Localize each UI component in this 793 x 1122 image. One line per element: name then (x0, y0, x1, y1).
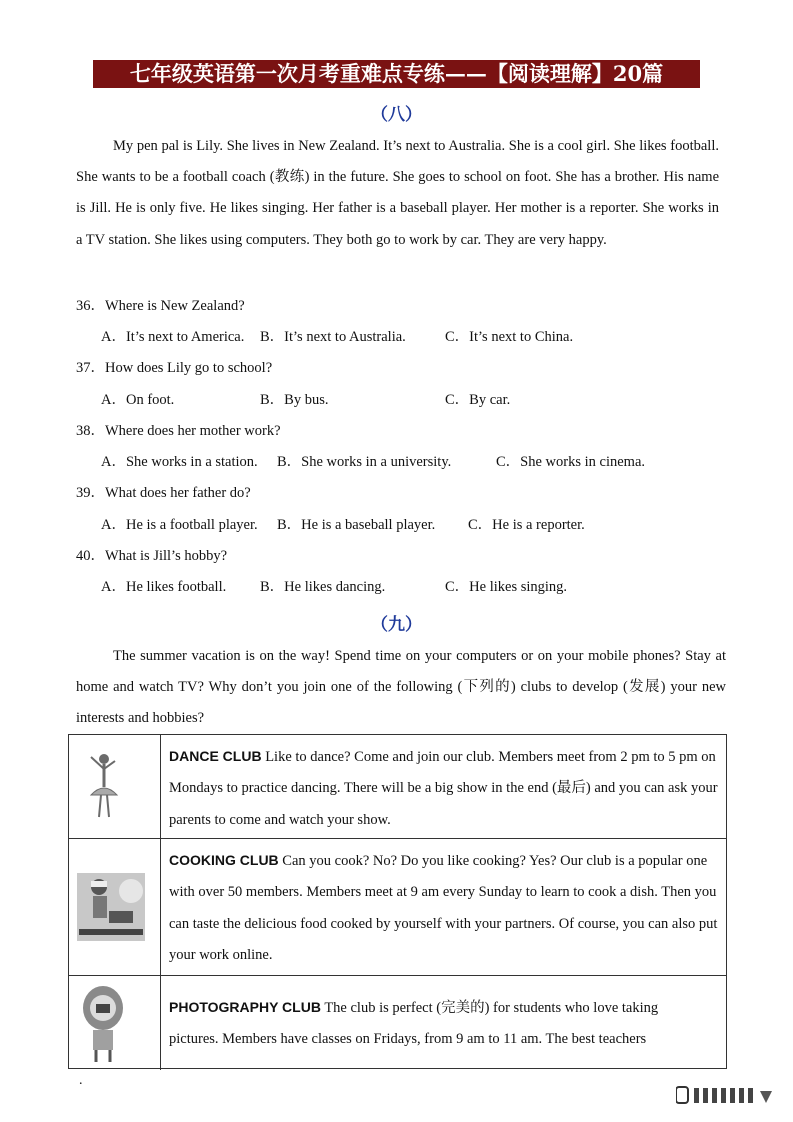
club-text-photography (169, 992, 709, 1056)
option-38-a: A．She works in a station. (101, 454, 258, 470)
section-8-heading: （八） (371, 105, 422, 125)
question-36: 36．Where is New Zealand? (76, 298, 245, 314)
question-38: 38．Where does her mother work? (76, 423, 281, 439)
option-39-b: B．He is a baseball player. (277, 517, 436, 533)
footer-dot: . (79, 1073, 83, 1088)
question-39: 39．What does her father do? (76, 485, 251, 501)
club-name-cooking: COOKING CLUB (169, 852, 279, 868)
option-37-c: C．By car. (445, 392, 511, 408)
club-desc-photography: The club is perfect (完美的) for students who love taking pictures. Members have classes on Fridays, from 9 am to 11 am. The best teachers (169, 1000, 659, 1048)
passage-9-text: The summer vacation is on the way! Spend time on your computers or on your mobile phones? Stay at home and watch TV? Why don’t you join one of the following (下列的) clubs to develop (发展) your new interests and hobbies? (76, 648, 726, 727)
option-37-b: B．By bus. (260, 392, 329, 408)
option-39-c: C．He is a reporter. (468, 517, 585, 533)
option-40-b: B．He likes dancing. (260, 579, 386, 595)
watermark-logo (676, 1085, 776, 1112)
option-40-a: A．He likes football. (101, 579, 227, 595)
option-38-c: C．She works in cinema. (496, 454, 646, 470)
option-36-c: C．It’s next to China. (445, 329, 574, 345)
club-row-dance (69, 735, 726, 839)
club-text-cooking (169, 845, 721, 971)
club-table (68, 734, 727, 1069)
girl-camera-icon (69, 976, 161, 1070)
ballerina-icon (69, 735, 161, 838)
question-37: 37．How does Lily go to school? (76, 360, 273, 376)
question-40: 40．What is Jill’s hobby? (76, 548, 228, 564)
option-39-a: A．He is a football player. (101, 517, 258, 533)
club-desc-dance: Like to dance? Come and join our club. Members meet from 2 pm to 5 pm on Mondays to practice dancing. There will be a big show in the end (最后) and you can ask your parents to come and watch your show. (169, 749, 718, 828)
passage-8 (76, 131, 719, 256)
chef-icon (69, 839, 161, 975)
option-40-c: C．He likes singing. (445, 579, 568, 595)
option-36-b: B．It’s next to Australia. (260, 329, 406, 345)
section-9-heading: （九） (371, 615, 422, 635)
option-38-b: B．She works in a university. (277, 454, 452, 470)
club-row-photography (69, 976, 726, 1070)
page-title: 七年级英语第一次月考重难点专练——【阅读理解】20篇 (93, 60, 700, 88)
club-row-cooking (69, 839, 726, 976)
passage-9-intro (76, 641, 726, 735)
option-36-a: A．It’s next to America. (101, 329, 245, 345)
option-37-a: A．On foot. (101, 392, 175, 408)
club-name-dance: DANCE CLUB (169, 748, 262, 764)
club-text-dance (169, 741, 721, 836)
club-desc-cooking: Can you cook? No? Do you like cooking? Yes? Our club is a popular one with over 50 members. Members meet at 9 am every Sunday to learn to cook a dish. Then you can taste the delicious food cooked by yourself with your partners. Of course, you can also put your work online. (169, 853, 718, 963)
club-name-photography: PHOTOGRAPHY CLUB (169, 999, 321, 1015)
passage-8-text: My pen pal is Lily. She lives in New Zealand. It’s next to Australia. She is a cool girl. She likes football. She wants to be a football coach (教练) in the future. She goes to school on foot. She has a brother. His name is Jill. He is only five. He likes singing. Her father is a baseball player. Her mother is a reporter. She works in a TV station. She likes using computers. They both go to work by car. They are very happy. (76, 138, 719, 248)
